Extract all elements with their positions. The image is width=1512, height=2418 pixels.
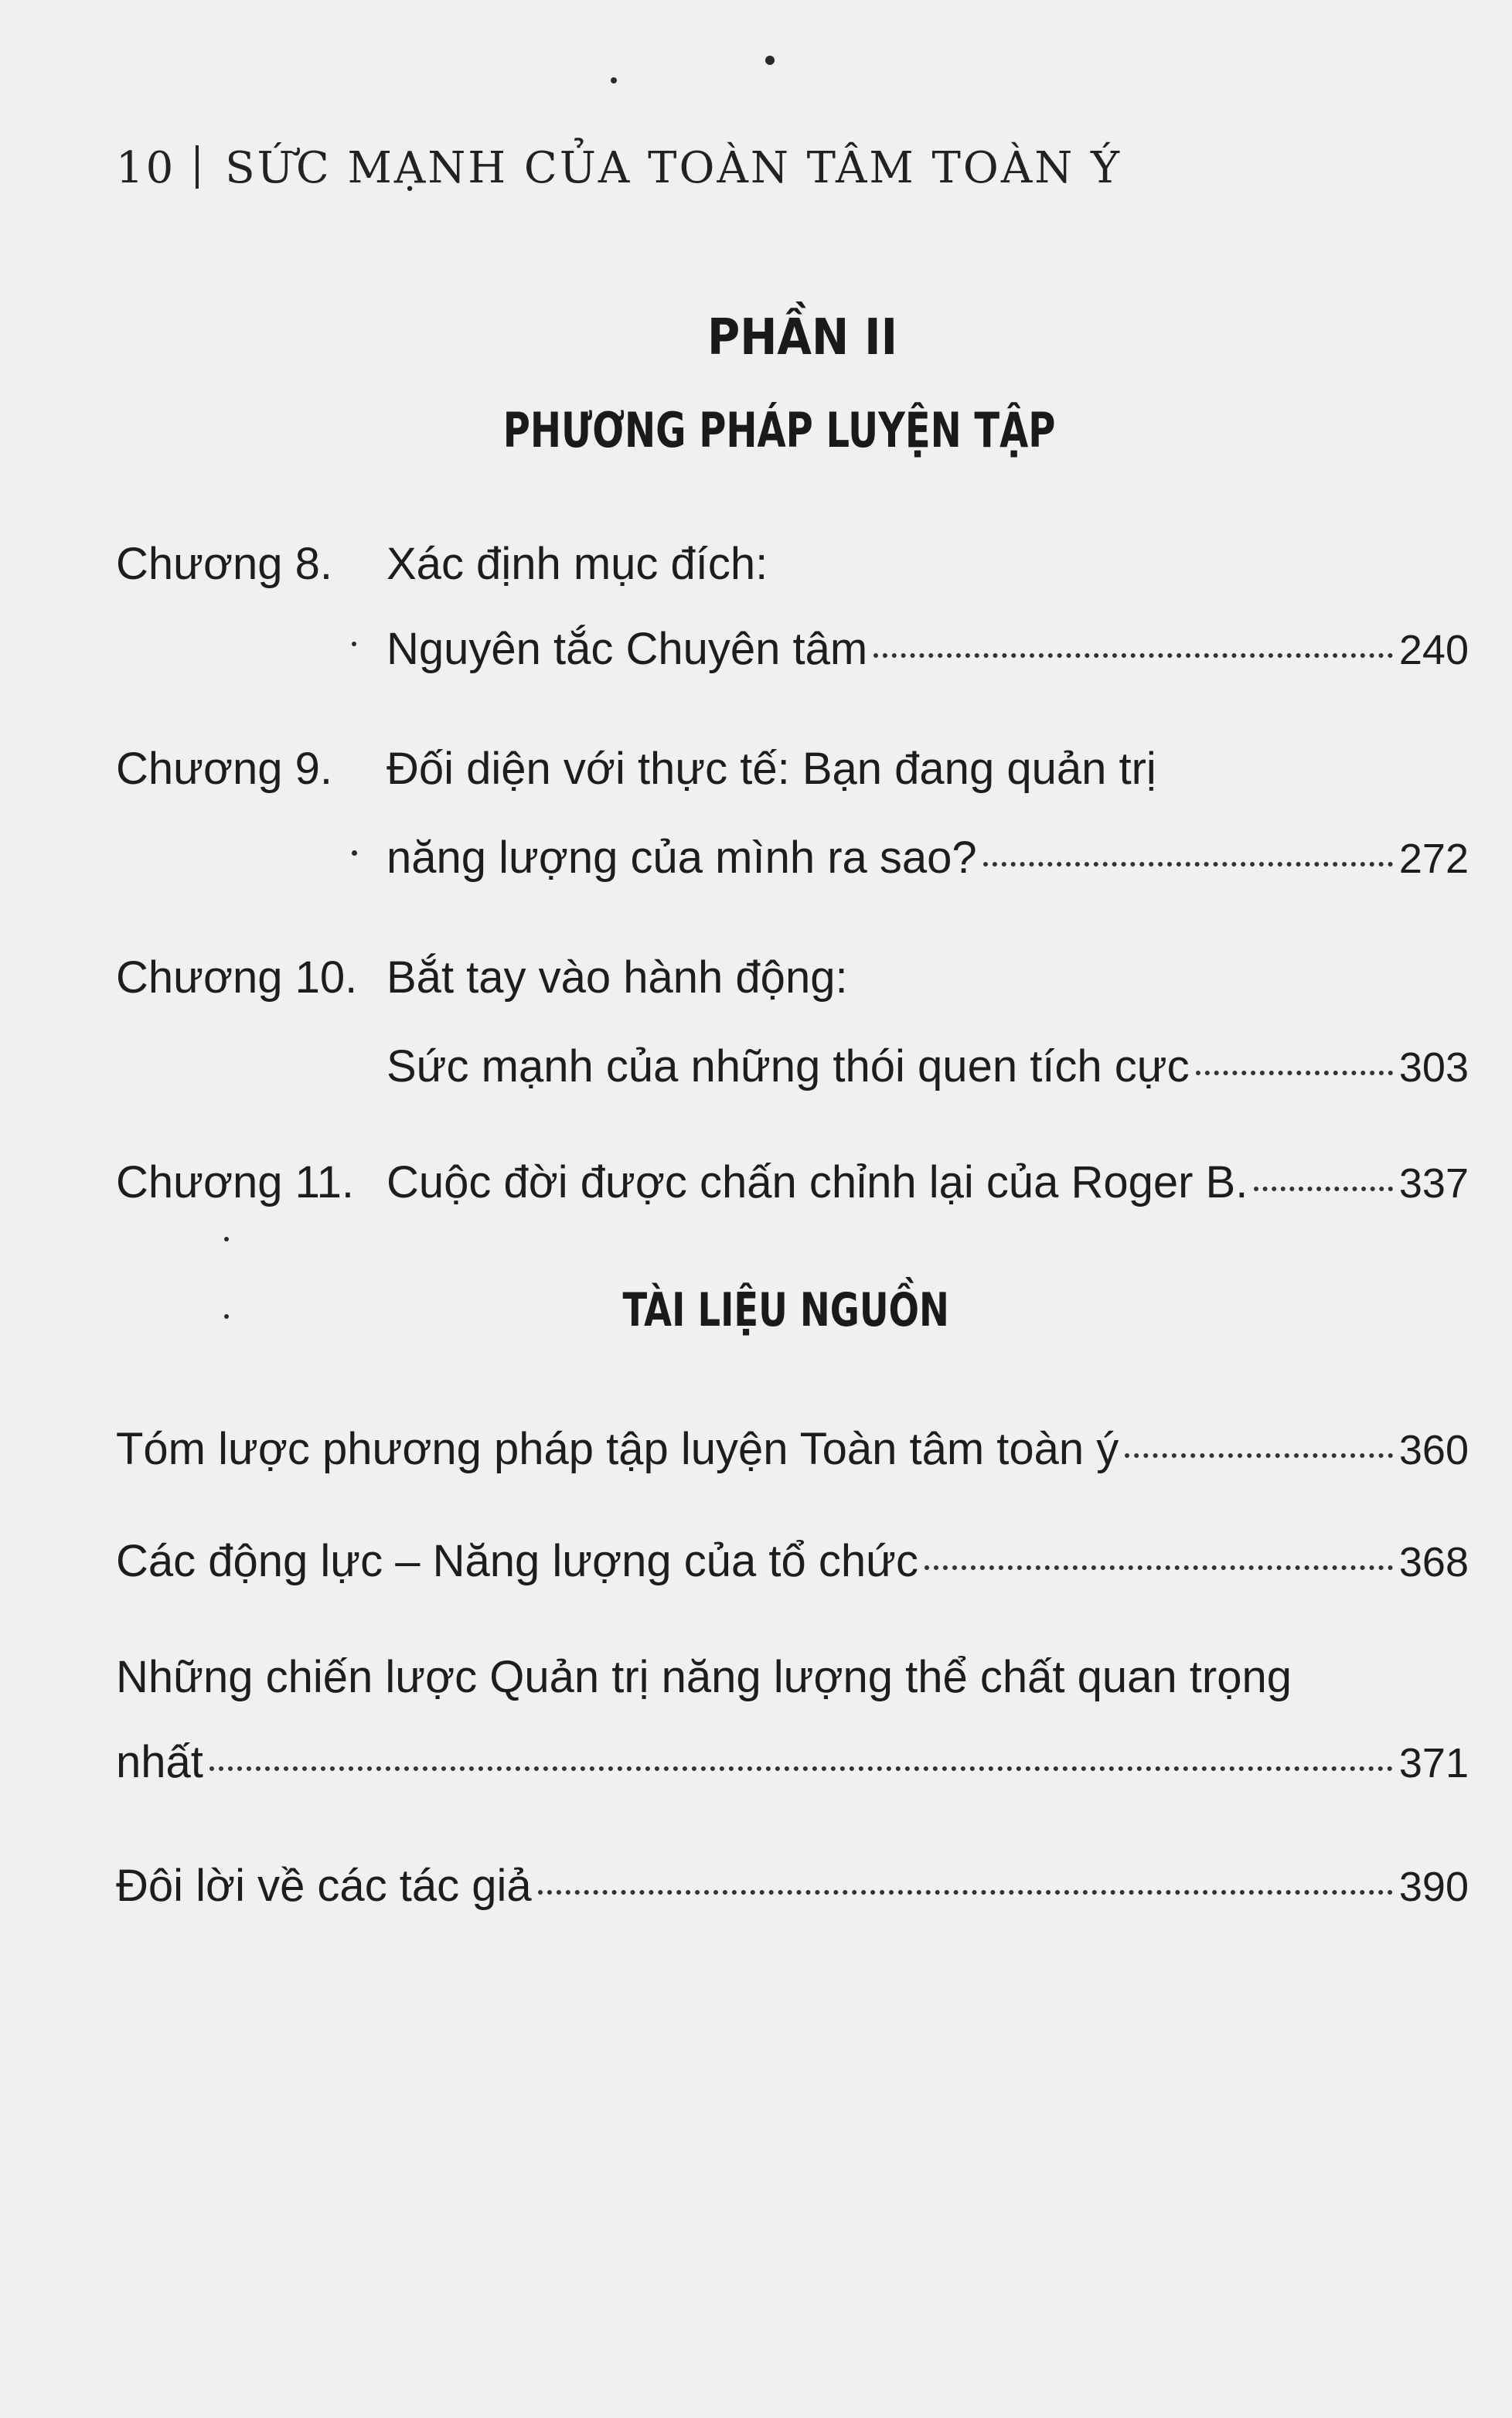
chapter-label: Chương 8. (116, 539, 333, 589)
chapter-title: Xác định mục đích: (387, 539, 768, 589)
chapter-subtitle: Nguyên tắc Chuyên tâm (387, 624, 868, 674)
source-title: Đôi lời về các tác giả (116, 1861, 532, 1911)
chapter-subtitle-line (387, 1017, 1469, 1118)
chapter-label: Chương 9. (116, 744, 333, 794)
dot-leader (1125, 1453, 1393, 1458)
head-divider (196, 145, 199, 189)
dot-leader (983, 862, 1393, 867)
source-line (116, 1511, 1469, 1613)
part-title: PHƯƠNG PHÁP LUYỆN TẬP (502, 402, 1056, 458)
page-ref: 240 (1398, 627, 1469, 673)
chapter-subtitle-line (387, 599, 1469, 700)
toc-entry-chapter-8-continued[interactable] (116, 599, 1469, 700)
source-line (116, 1399, 1469, 1500)
running-head (116, 139, 1122, 193)
chapter-label: Chương 10. (116, 952, 358, 1003)
chapter-title: Cuộc đời được chấn chỉnh lại của Roger B. (387, 1157, 1248, 1207)
source-title: Những chiến lược Quản trị năng lượng thể chất quan trọng (116, 1652, 1292, 1702)
page-ref: 371 (1398, 1740, 1469, 1786)
page-number: 10 (116, 143, 176, 193)
source-line (116, 1836, 1469, 1937)
dot-leader (209, 1766, 1393, 1771)
chapter-title: Bắt tay vào hành động: (387, 952, 848, 1003)
source-title-continued: nhất (116, 1737, 203, 1787)
chapter-label: Chương 11. (116, 1157, 354, 1207)
dot-leader (873, 653, 1393, 658)
book-title: SỨC MẠNH CỦA TOÀN TÂM TOÀN Ý (225, 143, 1122, 193)
dot-leader (1196, 1071, 1393, 1075)
source-entry[interactable] (116, 1511, 1469, 1613)
source-entry-continued[interactable] (116, 1712, 1469, 1814)
page-ref: 360 (1398, 1427, 1469, 1473)
source-entry[interactable] (116, 1836, 1469, 1937)
page-ref: 337 (1398, 1160, 1469, 1207)
page-ref: 272 (1398, 836, 1469, 882)
source-title: Các động lực – Năng lượng của tổ chức (116, 1536, 918, 1586)
chapter-subtitle: năng lượng của mình ra sao? (387, 833, 977, 883)
chapter-title-line (387, 1132, 1469, 1234)
chapter-subtitle: Sức mạnh của những thói quen tích cực (387, 1041, 1190, 1092)
source-title: Tóm lược phương pháp tập luyện Toàn tâm toàn ý (116, 1424, 1119, 1474)
dot-leader (538, 1890, 1393, 1895)
sources-title: TÀI LIỆU NGUỒN (622, 1283, 949, 1337)
dot-leader (1254, 1187, 1393, 1191)
page-ref: 303 (1398, 1044, 1469, 1091)
chapter-title-line (387, 928, 1469, 1028)
source-line (116, 1712, 1469, 1814)
scan-speck (224, 1237, 229, 1241)
scan-speck (611, 77, 617, 83)
toc-entry-chapter-9[interactable] (116, 719, 1469, 819)
scan-speck (765, 56, 775, 65)
toc-entry-chapter-10-continued[interactable] (116, 1017, 1469, 1118)
chapter-subtitle-line (387, 808, 1469, 909)
toc-entry-chapter-9-continued[interactable] (116, 808, 1469, 909)
page-ref: 368 (1398, 1539, 1469, 1585)
toc-entry-chapter-11[interactable] (116, 1132, 1469, 1234)
chapter-title-line (387, 719, 1469, 819)
part-label: PHẦN II (707, 309, 897, 366)
chapter-title: Đối diện với thực tế: Bạn đang quản trị (387, 744, 1156, 794)
source-entry[interactable] (116, 1399, 1469, 1500)
toc-entry-chapter-10[interactable] (116, 928, 1469, 1028)
dot-leader (925, 1565, 1393, 1570)
page-ref: 390 (1398, 1864, 1469, 1910)
